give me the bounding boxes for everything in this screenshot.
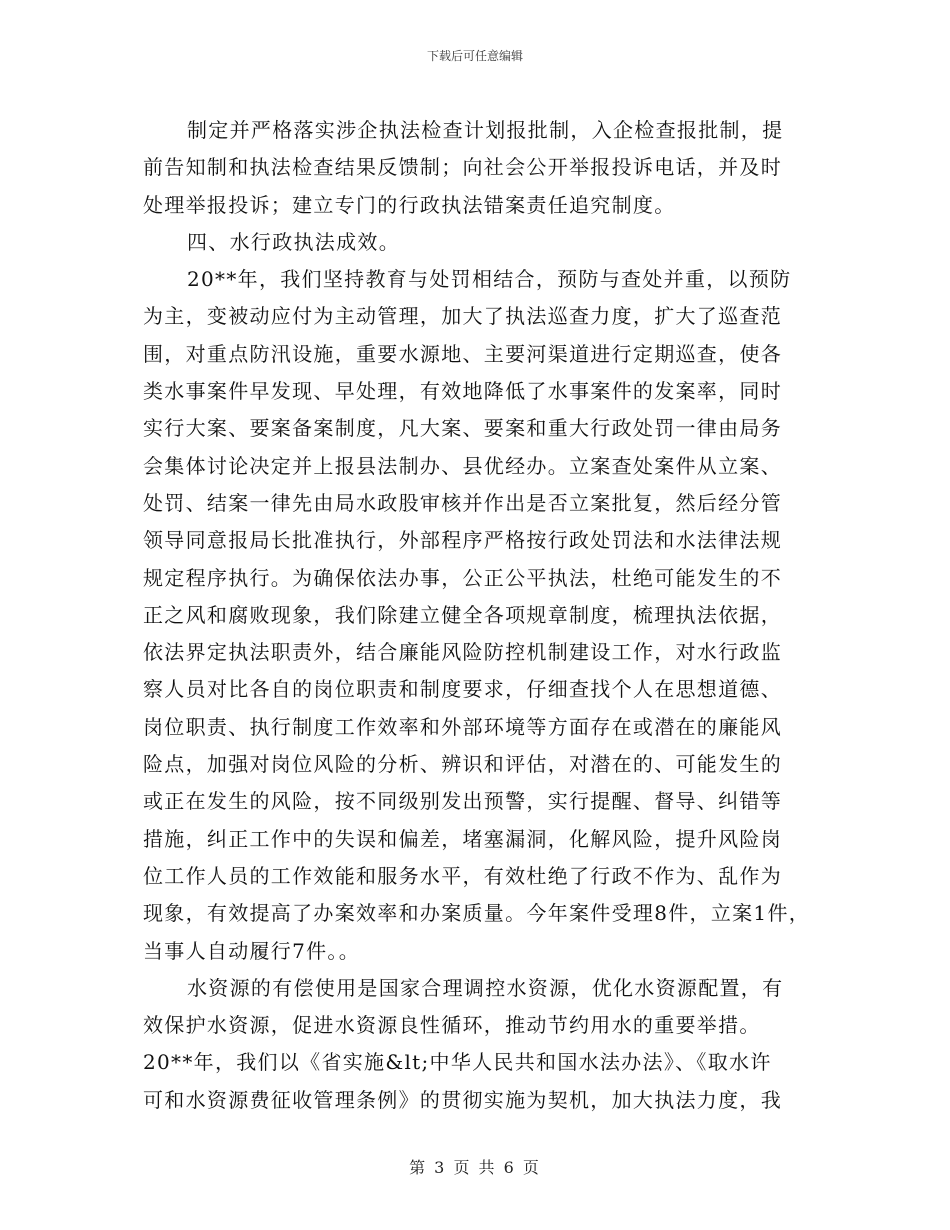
text-line: 实行大案、要案备案制度，凡大案、要案和重大行政处罚一律由局务 <box>143 416 782 441</box>
text-line: 依法界定执法职责外，结合廉能风险防控机制建设工作，对水行政监 <box>143 640 782 665</box>
text-line: 岗位职责、执行制度工作效率和外部环境等方面存在或潜在的廉能风 <box>143 714 782 739</box>
document-body <box>143 112 811 1119</box>
text-line: 位工作人员的工作效能和服务水平，有效杜绝了行政不作为、乱作为 <box>143 863 782 888</box>
text-line: 措施，纠正工作中的失误和偏差，堵塞漏洞，化解风险，提升风险岗 <box>143 826 782 851</box>
text-line: 水资源的有偿使用是国家合理调控水资源，优化水资源配置，有 <box>187 975 784 1000</box>
text-line: 现象，有效提高了办案效率和办案质量。今年案件受理8件，立案1件， <box>143 901 811 926</box>
text-line: 或正在发生的风险，按不同级别发出预警，实行提醒、督导、纠错等 <box>143 789 782 814</box>
text-line: 领导同意报局长批准执行，外部程序严格按行政处罚法和水法律法规 <box>143 528 782 553</box>
text-line: 类水事案件早发现、早处理，有效地降低了水事案件的发案率，同时 <box>143 379 782 404</box>
text-line: 处理举报投诉；建立专门的行政执法错案责任追究制度。 <box>143 192 676 217</box>
text-line: 可和水资源费征收管理条例》的贯彻实施为契机，加大执法力度，我 <box>143 1087 782 1112</box>
text-line: 会集体讨论决定并上报县法制办、县优经办。立案查处案件从立案、 <box>143 453 782 478</box>
text-line: 20**年，我们以《省实施&lt;中华人民共和国水法办法》、《取水许 <box>143 1050 772 1075</box>
text-line: 效保护水资源，促进水资源良性循环，推动节约用水的重要举措。 <box>143 1013 761 1038</box>
text-line: 察人员对比各自的岗位职责和制度要求，仔细查找个人在思想道德、 <box>143 677 782 702</box>
page-number: 第 3 页 共 6 页 <box>409 1158 541 1177</box>
text-line: 围，对重点防汛设施，重要水源地、主要河渠道进行定期巡查，使各 <box>143 341 782 366</box>
section-heading: 四、水行政执法成效。 <box>187 229 400 254</box>
text-line: 规定程序执行。为确保依法办事，公正公平执法，杜绝可能发生的不 <box>143 565 782 590</box>
text-line: 当事人自动履行7件。。 <box>143 938 361 963</box>
text-line: 20**年，我们坚持教育与处罚相结合，预防与查处并重，以预防 <box>187 267 792 292</box>
text-line: 制定并严格落实涉企执法检查计划报批制，入企检查报批制，提 <box>187 118 784 142</box>
text-line: 处罚、结案一律先由局水政股审核并作出是否立案批复，然后经分管 <box>143 490 782 515</box>
text-line: 险点，加强对岗位风险的分析、辨识和评估，对潜在的、可能发生的 <box>143 752 782 777</box>
page-header: 下载后可任意编辑 <box>426 49 523 63</box>
text-line: 为主，变被动应付为主动管理，加大了执法巡查力度，扩大了巡查范 <box>143 304 782 329</box>
text-line: 前告知制和执法检查结果反馈制；向社会公开举报投诉电话，并及时 <box>143 155 782 180</box>
text-line: 正之风和腐败现象，我们除建立健全各项规章制度，梳理执法依据， <box>143 602 782 627</box>
